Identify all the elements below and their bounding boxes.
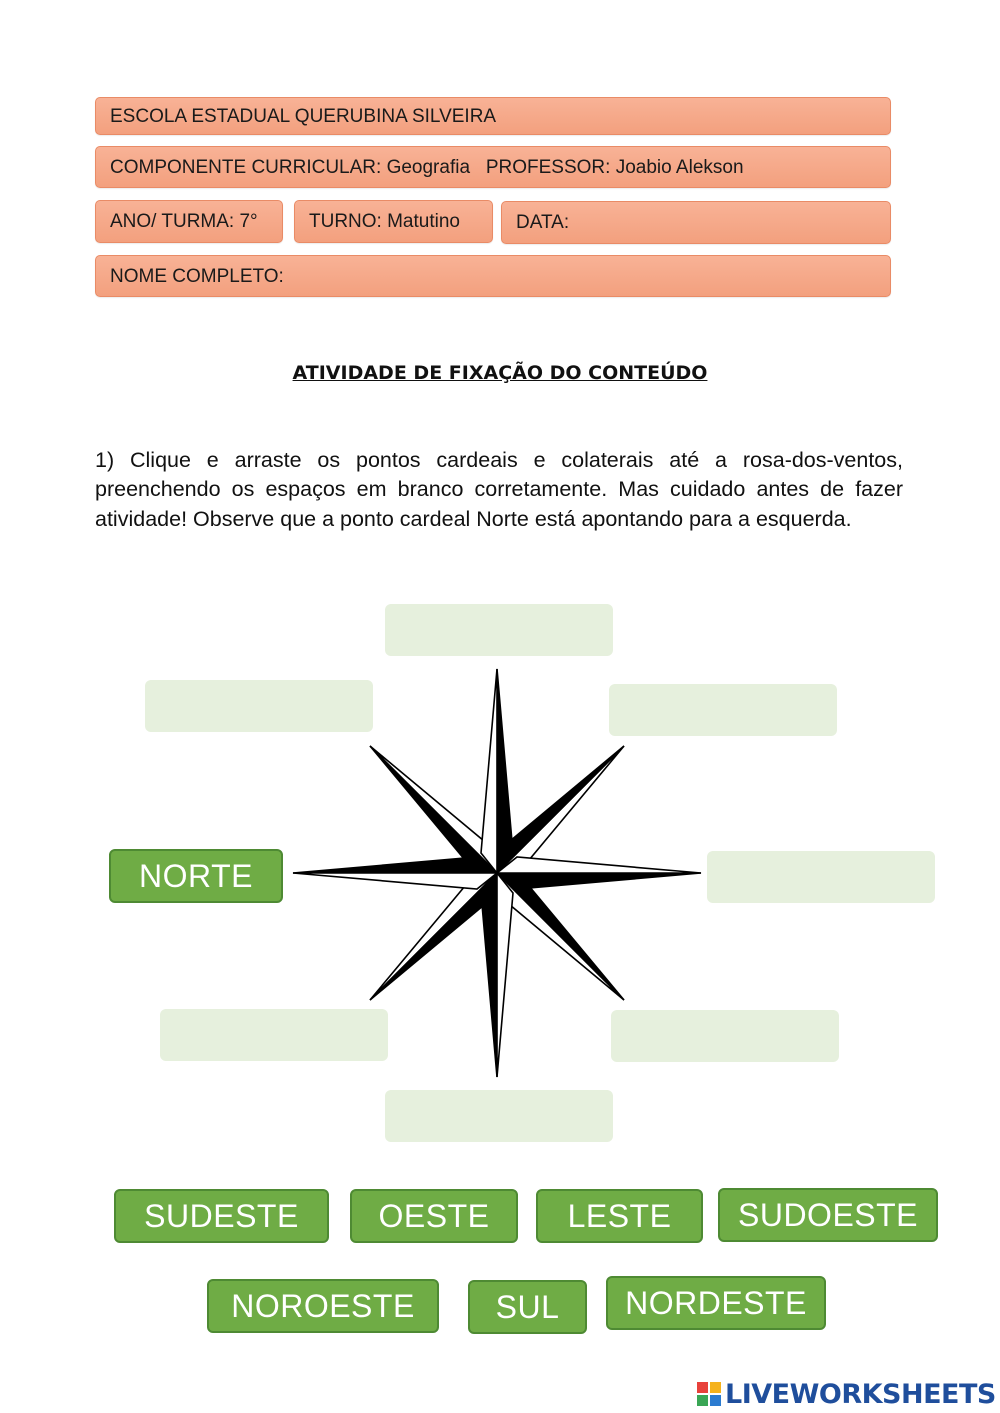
- liveworksheets-logo-icon: [697, 1382, 721, 1406]
- activity-title: ATIVIDADE DE FIXAÇÃO DO CONTEÚDO: [292, 362, 708, 384]
- word-tile-label: SUL: [495, 1288, 560, 1325]
- full-name-label: NOME COMPLETO:: [110, 265, 284, 287]
- word-tile-nordeste[interactable]: [606, 1276, 826, 1330]
- drop-zone-bottom-left[interactable]: [160, 1009, 388, 1061]
- placed-tile-norte[interactable]: [109, 849, 283, 903]
- word-tile-label: NORDESTE: [625, 1284, 807, 1321]
- drop-zone-right[interactable]: [707, 851, 935, 903]
- word-tile-label: OESTE: [378, 1197, 490, 1234]
- drop-zone-top-right[interactable]: [609, 684, 837, 736]
- liveworksheets-brand: [697, 1377, 996, 1411]
- word-tile-label: SUDOESTE: [737, 1196, 919, 1233]
- question-text: 1) Clique e arraste os pontos cardeais e colaterais até a rosa-dos-ventos, preenchendo os espaços em branco corretamente. Mas cuidado antes de fazer atividade! Observe que a ponto cardeal Norte está apontando para a esquerda.: [95, 448, 903, 531]
- word-tile-leste[interactable]: [536, 1189, 703, 1243]
- word-tile-noroeste[interactable]: [207, 1279, 439, 1333]
- word-tile-label: SUDESTE: [144, 1197, 299, 1234]
- word-tile-label: LESTE: [567, 1197, 672, 1234]
- drop-zone-top[interactable]: [385, 604, 613, 656]
- grade-label: ANO/ TURMA: 7°: [110, 211, 258, 232]
- word-tile-sudeste[interactable]: [114, 1189, 329, 1243]
- brand-name: LIVEWORKSHEETS: [725, 1378, 996, 1410]
- placed-tile-label: NORTE: [139, 857, 253, 894]
- word-tile-sudoeste[interactable]: [718, 1188, 938, 1242]
- word-tile-oeste[interactable]: [350, 1189, 518, 1243]
- word-tile-sul[interactable]: [468, 1280, 587, 1334]
- drop-zone-bottom-right[interactable]: [611, 1010, 839, 1062]
- component-professor: COMPONENTE CURRICULAR: Geografia PROFESSOR: Joabio Alekson: [110, 156, 744, 178]
- drop-zone-top-left[interactable]: [145, 680, 373, 732]
- shift-label: TURNO: Matutino: [309, 211, 460, 232]
- drop-zone-bottom[interactable]: [385, 1090, 613, 1142]
- word-tile-label: NOROESTE: [231, 1287, 415, 1324]
- school-name: ESCOLA ESTADUAL QUERUBINA SILVEIRA: [110, 105, 497, 127]
- date-label: DATA:: [516, 212, 570, 233]
